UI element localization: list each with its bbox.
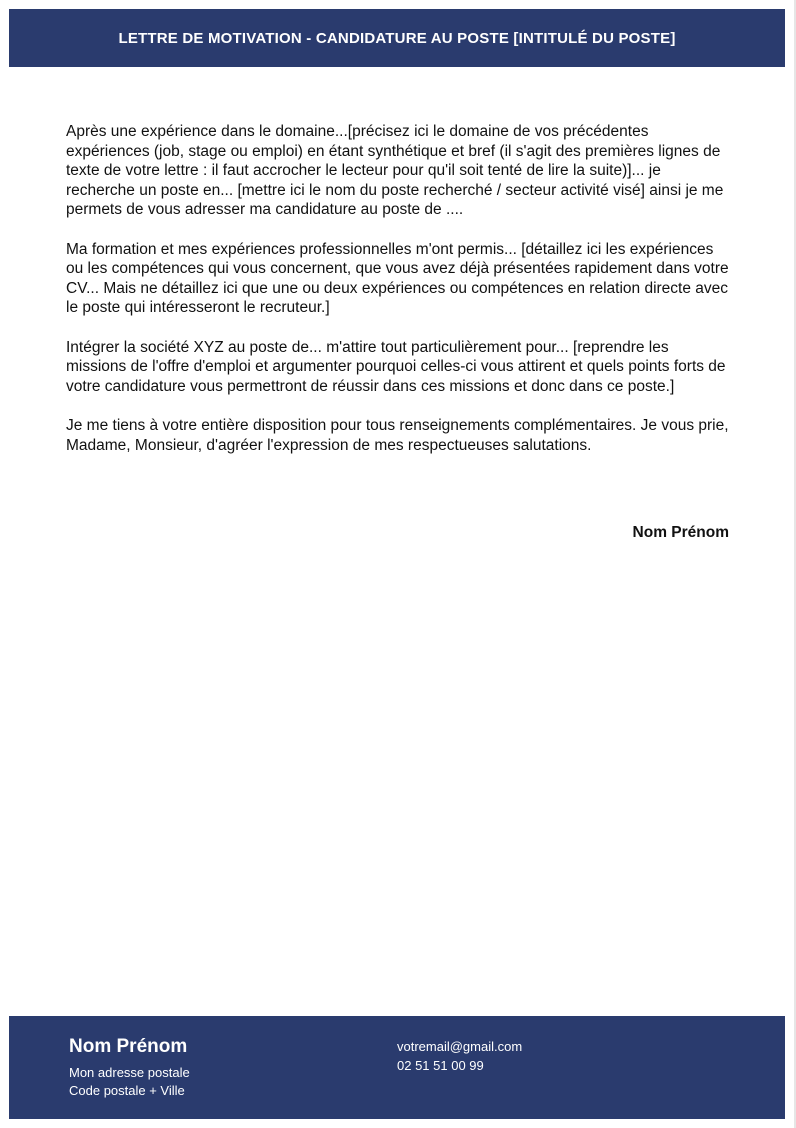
footer-city: Code postale + Ville [69, 1083, 185, 1098]
letter-title: LETTRE DE MOTIVATION - CANDIDATURE AU POSTE [INTITULÉ DU POSTE] [118, 29, 676, 47]
header-banner [9, 9, 785, 67]
paragraph-closing: Je me tiens à votre entière disposition pour tous renseignements complémentaires. Je vous prie, Madame, Monsieur, d'agréer l'expression de mes respectueuses salutations. [66, 417, 729, 454]
footer-contact-address [69, 1036, 190, 1100]
footer-banner [9, 1016, 785, 1119]
footer-contact-info [397, 1037, 522, 1075]
paragraph-motivation: Intégrer la société XYZ au poste de... m'attire tout particulièrement pour... [reprendre les missions de l'offre d'emploi et argumenter pourquoi celles-ci vous attirent et quels points forts de votre candidature vous permettront de réussir dans ces missions et donc dans ce poste.] [66, 338, 726, 395]
footer-email: votremail@gmail.com [397, 1039, 523, 1054]
paragraph-experience: Ma formation et mes expériences professionnelles m'ont permis... [détaillez ici les expériences ou les compétences qui vous concernent, que vous avez déjà présentées rapidement dans votre CV... Mais ne détaillez ici que une ou deux expériences ou compétences en relation directe avec le poste qui intéresseront le recruteur.] [66, 240, 729, 316]
footer-name: Nom Prénom [69, 1036, 188, 1057]
signature: Nom Prénom [632, 524, 729, 541]
footer-address: Mon adresse postale [69, 1065, 190, 1080]
footer-phone: 02 51 51 00 99 [397, 1058, 484, 1073]
paragraph-intro: Après une expérience dans le domaine...[précisez ici le domaine de vos précédentes expériences (job, stage ou emploi) en étant synthétique et bref (il s'agit des premières lignes de texte de votre lettre : il faut accrocher le lecteur pour qu'il soit tenté de lire la suite)]... je recherche un poste en... [mettre ici le nom du poste recherché / secteur activité visé] ainsi je me permets de vous adresser ma candidature au poste de .... [66, 123, 724, 218]
letter-body [66, 122, 730, 475]
